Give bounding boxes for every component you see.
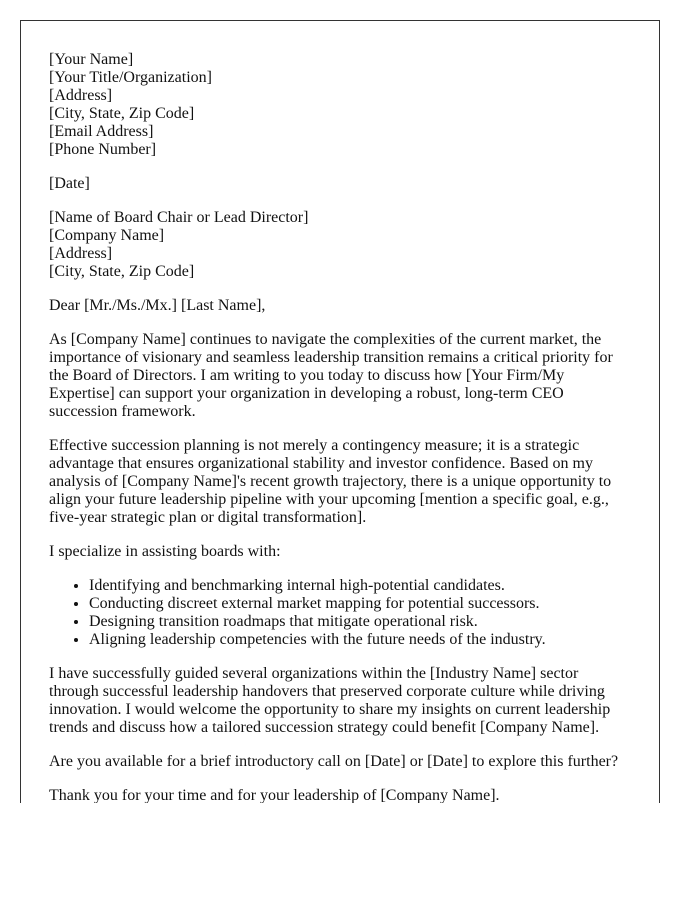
list-item: • Conducting discreet external market mapping for potential successors.: [89, 595, 631, 613]
sender-title: [Your Title/Organization]: [49, 69, 212, 86]
list-item: • Designing transition roadmaps that mitigate operational risk.: [89, 613, 631, 631]
recipient-address: [Address]: [49, 245, 113, 262]
sender-phone: [Phone Number]: [49, 141, 157, 158]
recipient-name: [Name of Board Chair or Lead Director]: [49, 209, 309, 226]
recipient-city: [City, State, Zip Code]: [49, 263, 195, 280]
recipient-block: [49, 209, 631, 281]
sender-name: [Your Name]: [49, 51, 134, 68]
letter-date: [Date]: [49, 175, 90, 192]
letter-page: [20, 20, 660, 803]
body-paragraph: Effective succession planning is not merely a contingency measure; it is a strategic advantage that ensures organizational stability and investor confidence. Based on my analysis of [Company Name]'s recent growth trajectory, there is a unique opportunity to align your future leadership pipeline with your upcoming [mention a specific goal, e.g., five-year strategic plan or digital transformation].: [49, 437, 612, 526]
services-list: [49, 577, 631, 649]
call-request: Are you available for a brief introductory call on [Date] or [Date] to explore this further?: [49, 753, 619, 770]
sender-block: [49, 51, 631, 159]
body-paragraph: I specialize in assisting boards with:: [49, 543, 281, 560]
list-item: • Identifying and benchmarking internal high-potential candidates.: [89, 577, 631, 595]
sender-email: [Email Address]: [49, 123, 154, 140]
body-paragraph: As [Company Name] continues to navigate the complexities of the current market, the importance of visionary and seamless leadership transition remains a critical priority for the Board of Directors. I am writing to you today to discuss how [Your Firm/My Expertise] can support your organization in developing a robust, long-term CEO succession framework.: [49, 331, 613, 420]
recipient-company: [Company Name]: [49, 227, 165, 244]
thank-you: Thank you for your time and for your leadership of [Company Name].: [49, 787, 500, 803]
body-paragraph: I have successfully guided several organizations within the [Industry Name] sector through successful leadership handovers that preserved corporate culture while driving innovation. I would welcome the opportunity to share my insights on current leadership trends and discuss how a tailored succession strategy could benefit [Company Name].: [49, 665, 611, 736]
salutation: Dear [Mr./Ms./Mx.] [Last Name],: [49, 297, 266, 314]
sender-address: [Address]: [49, 87, 113, 104]
list-item: • Aligning leadership competencies with the future needs of the industry.: [89, 631, 631, 649]
sender-city: [City, State, Zip Code]: [49, 105, 195, 122]
